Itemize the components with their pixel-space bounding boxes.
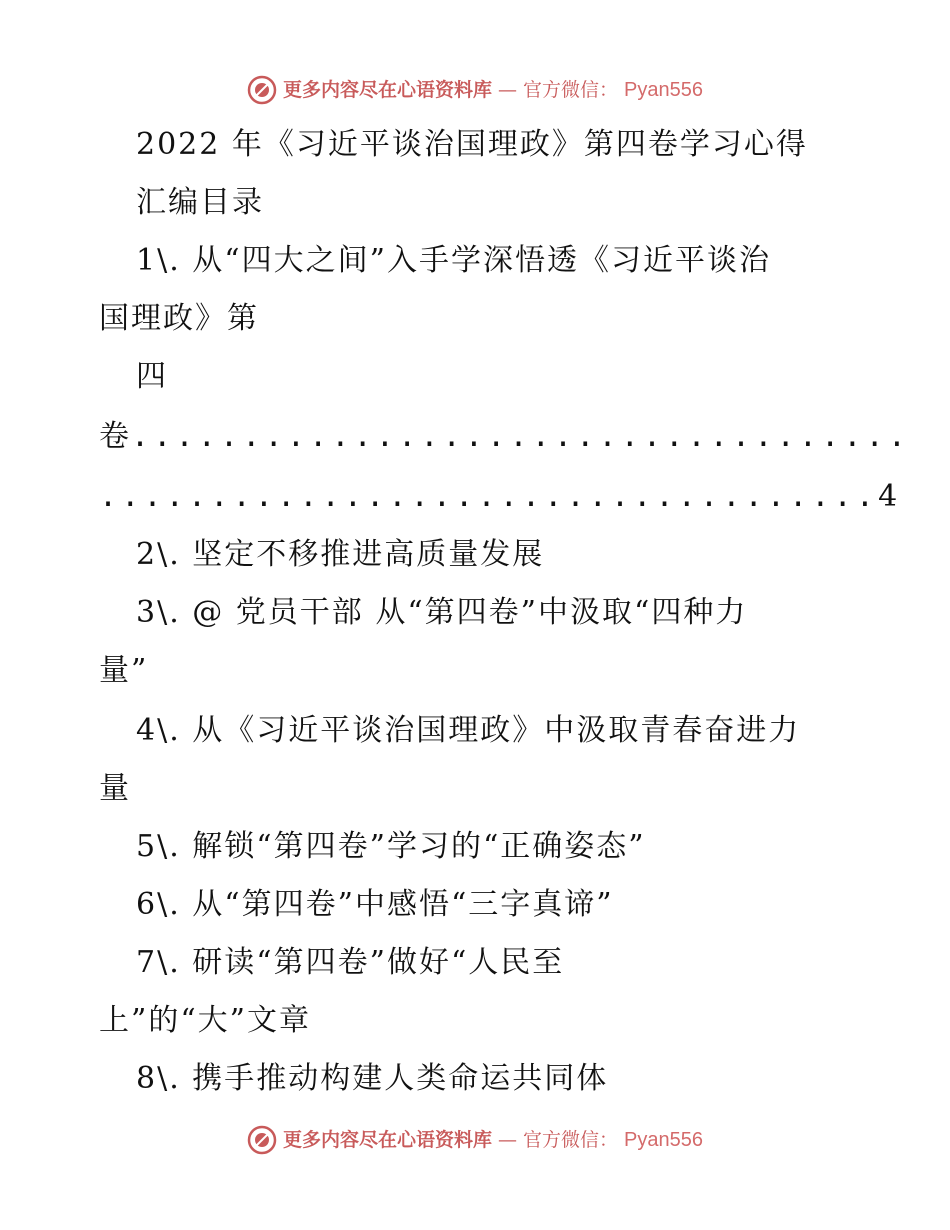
toc-item-4-line-1: 4\. 从《习近平谈治国理政》中汲取青春奋进力 bbox=[136, 713, 801, 748]
watermark-wechat-label: 官方微信： bbox=[523, 1128, 619, 1151]
watermark-wechat-label: 官方微信： bbox=[523, 78, 619, 101]
toc-item-3-line-1: 3\. @ 党员干部 从“第四卷”中汲取“四种力 bbox=[136, 595, 748, 630]
watermark-wechat-id: Pyan556 bbox=[624, 1129, 703, 1151]
toc-item-1-line-1: 1\. 从“四大之间”入手学深悟透《习近平谈治 bbox=[136, 243, 771, 278]
seal-logo-icon bbox=[247, 75, 277, 105]
watermark-dash: — bbox=[498, 1128, 518, 1151]
toc-item-4-line-2: 量 bbox=[99, 771, 131, 806]
toc-item-1-page: 4 bbox=[878, 479, 900, 514]
watermark-slogan: 更多内容尽在心语资料库 bbox=[283, 78, 493, 101]
toc-item-1-line-2: 国理政》第 bbox=[99, 301, 259, 336]
footer-watermark bbox=[0, 1125, 950, 1155]
toc-leader-dots-2: ................................... bbox=[99, 479, 879, 514]
watermark-dash: — bbox=[498, 78, 518, 101]
seal-logo-icon bbox=[247, 1125, 277, 1155]
toc-item-5: 5\. 解锁“第四卷”学习的“正确姿态” bbox=[136, 829, 646, 864]
watermark-slogan: 更多内容尽在心语资料库 bbox=[283, 1128, 493, 1151]
toc-item-3-line-2: 量” bbox=[99, 653, 149, 688]
toc-item-8: 8\. 携手推动构建人类命运共同体 bbox=[136, 1061, 609, 1096]
toc-heading: 汇编目录 bbox=[136, 185, 264, 220]
toc-item-1-line-4 bbox=[99, 419, 911, 454]
toc-item-7-line-2: 上”的“大”文章 bbox=[99, 1003, 312, 1038]
toc-item-1-line-3: 四 bbox=[136, 359, 168, 394]
toc-item-1-vol: 卷 bbox=[99, 419, 131, 454]
header-watermark bbox=[0, 75, 950, 105]
watermark-wechat-id: Pyan556 bbox=[624, 79, 703, 101]
toc-item-7-line-1: 7\. 研读“第四卷”做好“人民至 bbox=[136, 945, 565, 980]
toc-leader-dots-1: ................................... bbox=[131, 419, 911, 454]
toc-item-1-line-5 bbox=[99, 479, 900, 514]
document-title: 2022 年《习近平谈治国理政》第四卷学习心得 bbox=[136, 127, 808, 162]
toc-item-2: 2\. 坚定不移推进高质量发展 bbox=[136, 537, 545, 572]
toc-item-6: 6\. 从“第四卷”中感悟“三字真谛” bbox=[136, 887, 614, 922]
